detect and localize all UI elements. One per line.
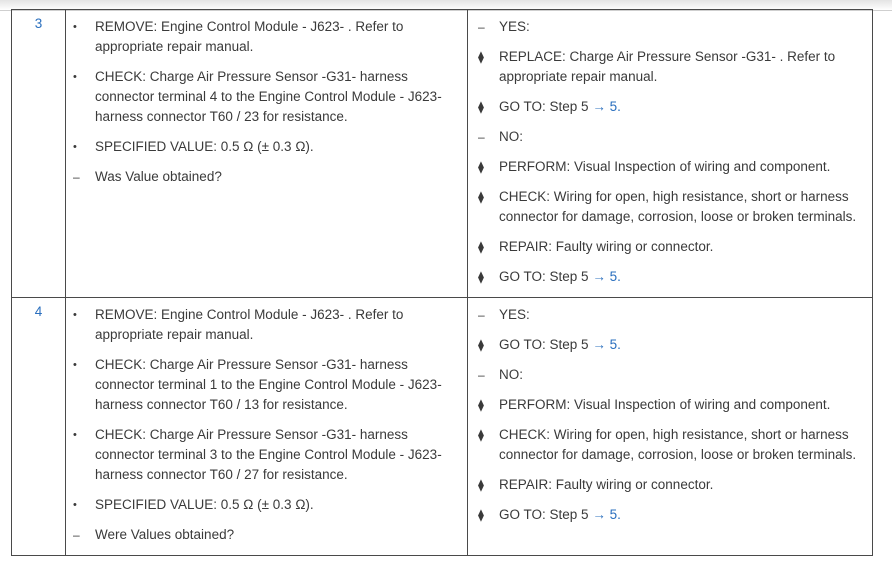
diamond-icon: ⧫ bbox=[478, 338, 484, 352]
step-link[interactable]: → 5. bbox=[592, 269, 621, 284]
dash-icon: – bbox=[478, 130, 485, 144]
diamond-icon: ⧫ bbox=[478, 478, 484, 492]
result-text: REPAIR: Faulty wiring or connector. bbox=[499, 477, 714, 492]
dash-icon: – bbox=[478, 20, 485, 34]
result-item bbox=[468, 97, 872, 117]
diamond-icon: ⧫ bbox=[478, 160, 484, 174]
step-number-cell bbox=[12, 10, 66, 298]
result-text: REPAIR: Faulty wiring or connector. bbox=[499, 239, 714, 254]
result-text: GO TO: Step 5 bbox=[499, 269, 589, 284]
result-item bbox=[468, 365, 872, 385]
diamond-icon: ⧫ bbox=[478, 240, 484, 254]
bullet-icon: • bbox=[73, 499, 77, 511]
action-item bbox=[66, 525, 467, 545]
action-text: SPECIFIED VALUE: 0.5 Ω (± 0.3 Ω). bbox=[95, 497, 314, 512]
action-item bbox=[66, 17, 467, 57]
action-item bbox=[66, 305, 467, 345]
step-number-cell bbox=[12, 298, 66, 556]
diamond-icon: ⧫ bbox=[478, 100, 484, 114]
action-list bbox=[66, 298, 467, 545]
result-item bbox=[468, 157, 872, 177]
dash-icon: – bbox=[478, 308, 485, 322]
action-text: REMOVE: Engine Control Module - J623- . Refer to appropriate repair manual. bbox=[95, 19, 404, 54]
result-text: YES: bbox=[499, 19, 530, 34]
procedure-table-body bbox=[12, 10, 873, 556]
result-item bbox=[468, 505, 872, 525]
step-link[interactable]: → 5. bbox=[592, 507, 621, 522]
step-number: 3 bbox=[34, 16, 43, 31]
diamond-icon: ⧫ bbox=[478, 508, 484, 522]
dash-icon: – bbox=[73, 528, 80, 542]
bullet-icon: • bbox=[73, 429, 77, 441]
bullet-icon: • bbox=[73, 359, 77, 371]
result-item bbox=[468, 237, 872, 257]
step-number: 4 bbox=[34, 304, 43, 319]
result-item bbox=[468, 127, 872, 147]
result-text: REPLACE: Charge Air Pressure Sensor -G31- . Refer to appropriate repair manual. bbox=[499, 49, 836, 84]
step-link[interactable]: → 5. bbox=[592, 337, 621, 352]
diamond-icon: ⧫ bbox=[478, 398, 484, 412]
result-text: NO: bbox=[499, 129, 524, 144]
action-list bbox=[66, 10, 467, 187]
diamond-icon: ⧫ bbox=[478, 428, 484, 442]
diamond-icon: ⧫ bbox=[478, 270, 484, 284]
result-cell bbox=[468, 298, 873, 556]
bullet-icon: • bbox=[73, 21, 77, 33]
result-text: GO TO: Step 5 bbox=[499, 337, 589, 352]
action-text: CHECK: Charge Air Pressure Sensor -G31- harness connector terminal 4 to the Engine Control Module - J623- harness connector T60 / 23 for resistance. bbox=[95, 69, 442, 124]
result-item bbox=[468, 47, 872, 87]
dash-icon: – bbox=[478, 368, 485, 382]
action-text: CHECK: Charge Air Pressure Sensor -G31- harness connector terminal 1 to the Engine Control Module - J623- harness connector T60 / 13 for resistance. bbox=[95, 357, 442, 412]
action-text: SPECIFIED VALUE: 0.5 Ω (± 0.3 Ω). bbox=[95, 139, 314, 154]
procedure-table bbox=[11, 9, 873, 556]
action-text: REMOVE: Engine Control Module - J623- . Refer to appropriate repair manual. bbox=[95, 307, 404, 342]
action-item bbox=[66, 355, 467, 415]
action-item bbox=[66, 67, 467, 127]
result-text: CHECK: Wiring for open, high resistance, short or harness connector for damage, corrosion, loose or broken terminals. bbox=[499, 189, 857, 224]
result-text: NO: bbox=[499, 367, 524, 382]
result-item bbox=[468, 267, 872, 287]
result-item bbox=[468, 425, 872, 465]
bullet-icon: • bbox=[73, 309, 77, 321]
dash-icon: – bbox=[73, 170, 80, 184]
result-text: GO TO: Step 5 bbox=[499, 99, 589, 114]
action-text: CHECK: Charge Air Pressure Sensor -G31- harness connector terminal 3 to the Engine Control Module - J623- harness connector T60 / 27 for resistance. bbox=[95, 427, 442, 482]
diamond-icon: ⧫ bbox=[478, 50, 484, 64]
action-text: Were Values obtained? bbox=[95, 527, 235, 542]
result-list bbox=[468, 10, 872, 287]
bullet-icon: • bbox=[73, 71, 77, 83]
action-item bbox=[66, 137, 467, 157]
result-text: CHECK: Wiring for open, high resistance, short or harness connector for damage, corrosion, loose or broken terminals. bbox=[499, 427, 857, 462]
result-text: YES: bbox=[499, 307, 530, 322]
result-item bbox=[468, 335, 872, 355]
step-row bbox=[12, 10, 873, 298]
action-cell bbox=[66, 10, 468, 298]
result-list bbox=[468, 298, 872, 525]
result-item bbox=[468, 187, 872, 227]
action-text: Was Value obtained? bbox=[95, 169, 222, 184]
result-item bbox=[468, 17, 872, 37]
action-item bbox=[66, 425, 467, 485]
diamond-icon: ⧫ bbox=[478, 190, 484, 204]
action-item bbox=[66, 167, 467, 187]
step-link[interactable]: → 5. bbox=[592, 99, 621, 114]
step-row bbox=[12, 298, 873, 556]
action-cell bbox=[66, 298, 468, 556]
bullet-icon: • bbox=[73, 141, 77, 153]
action-item bbox=[66, 495, 467, 515]
result-text: GO TO: Step 5 bbox=[499, 507, 589, 522]
result-item bbox=[468, 475, 872, 495]
result-text: PERFORM: Visual Inspection of wiring and component. bbox=[499, 159, 831, 174]
result-item bbox=[468, 395, 872, 415]
result-text: PERFORM: Visual Inspection of wiring and component. bbox=[499, 397, 831, 412]
result-item bbox=[468, 305, 872, 325]
result-cell bbox=[468, 10, 873, 298]
